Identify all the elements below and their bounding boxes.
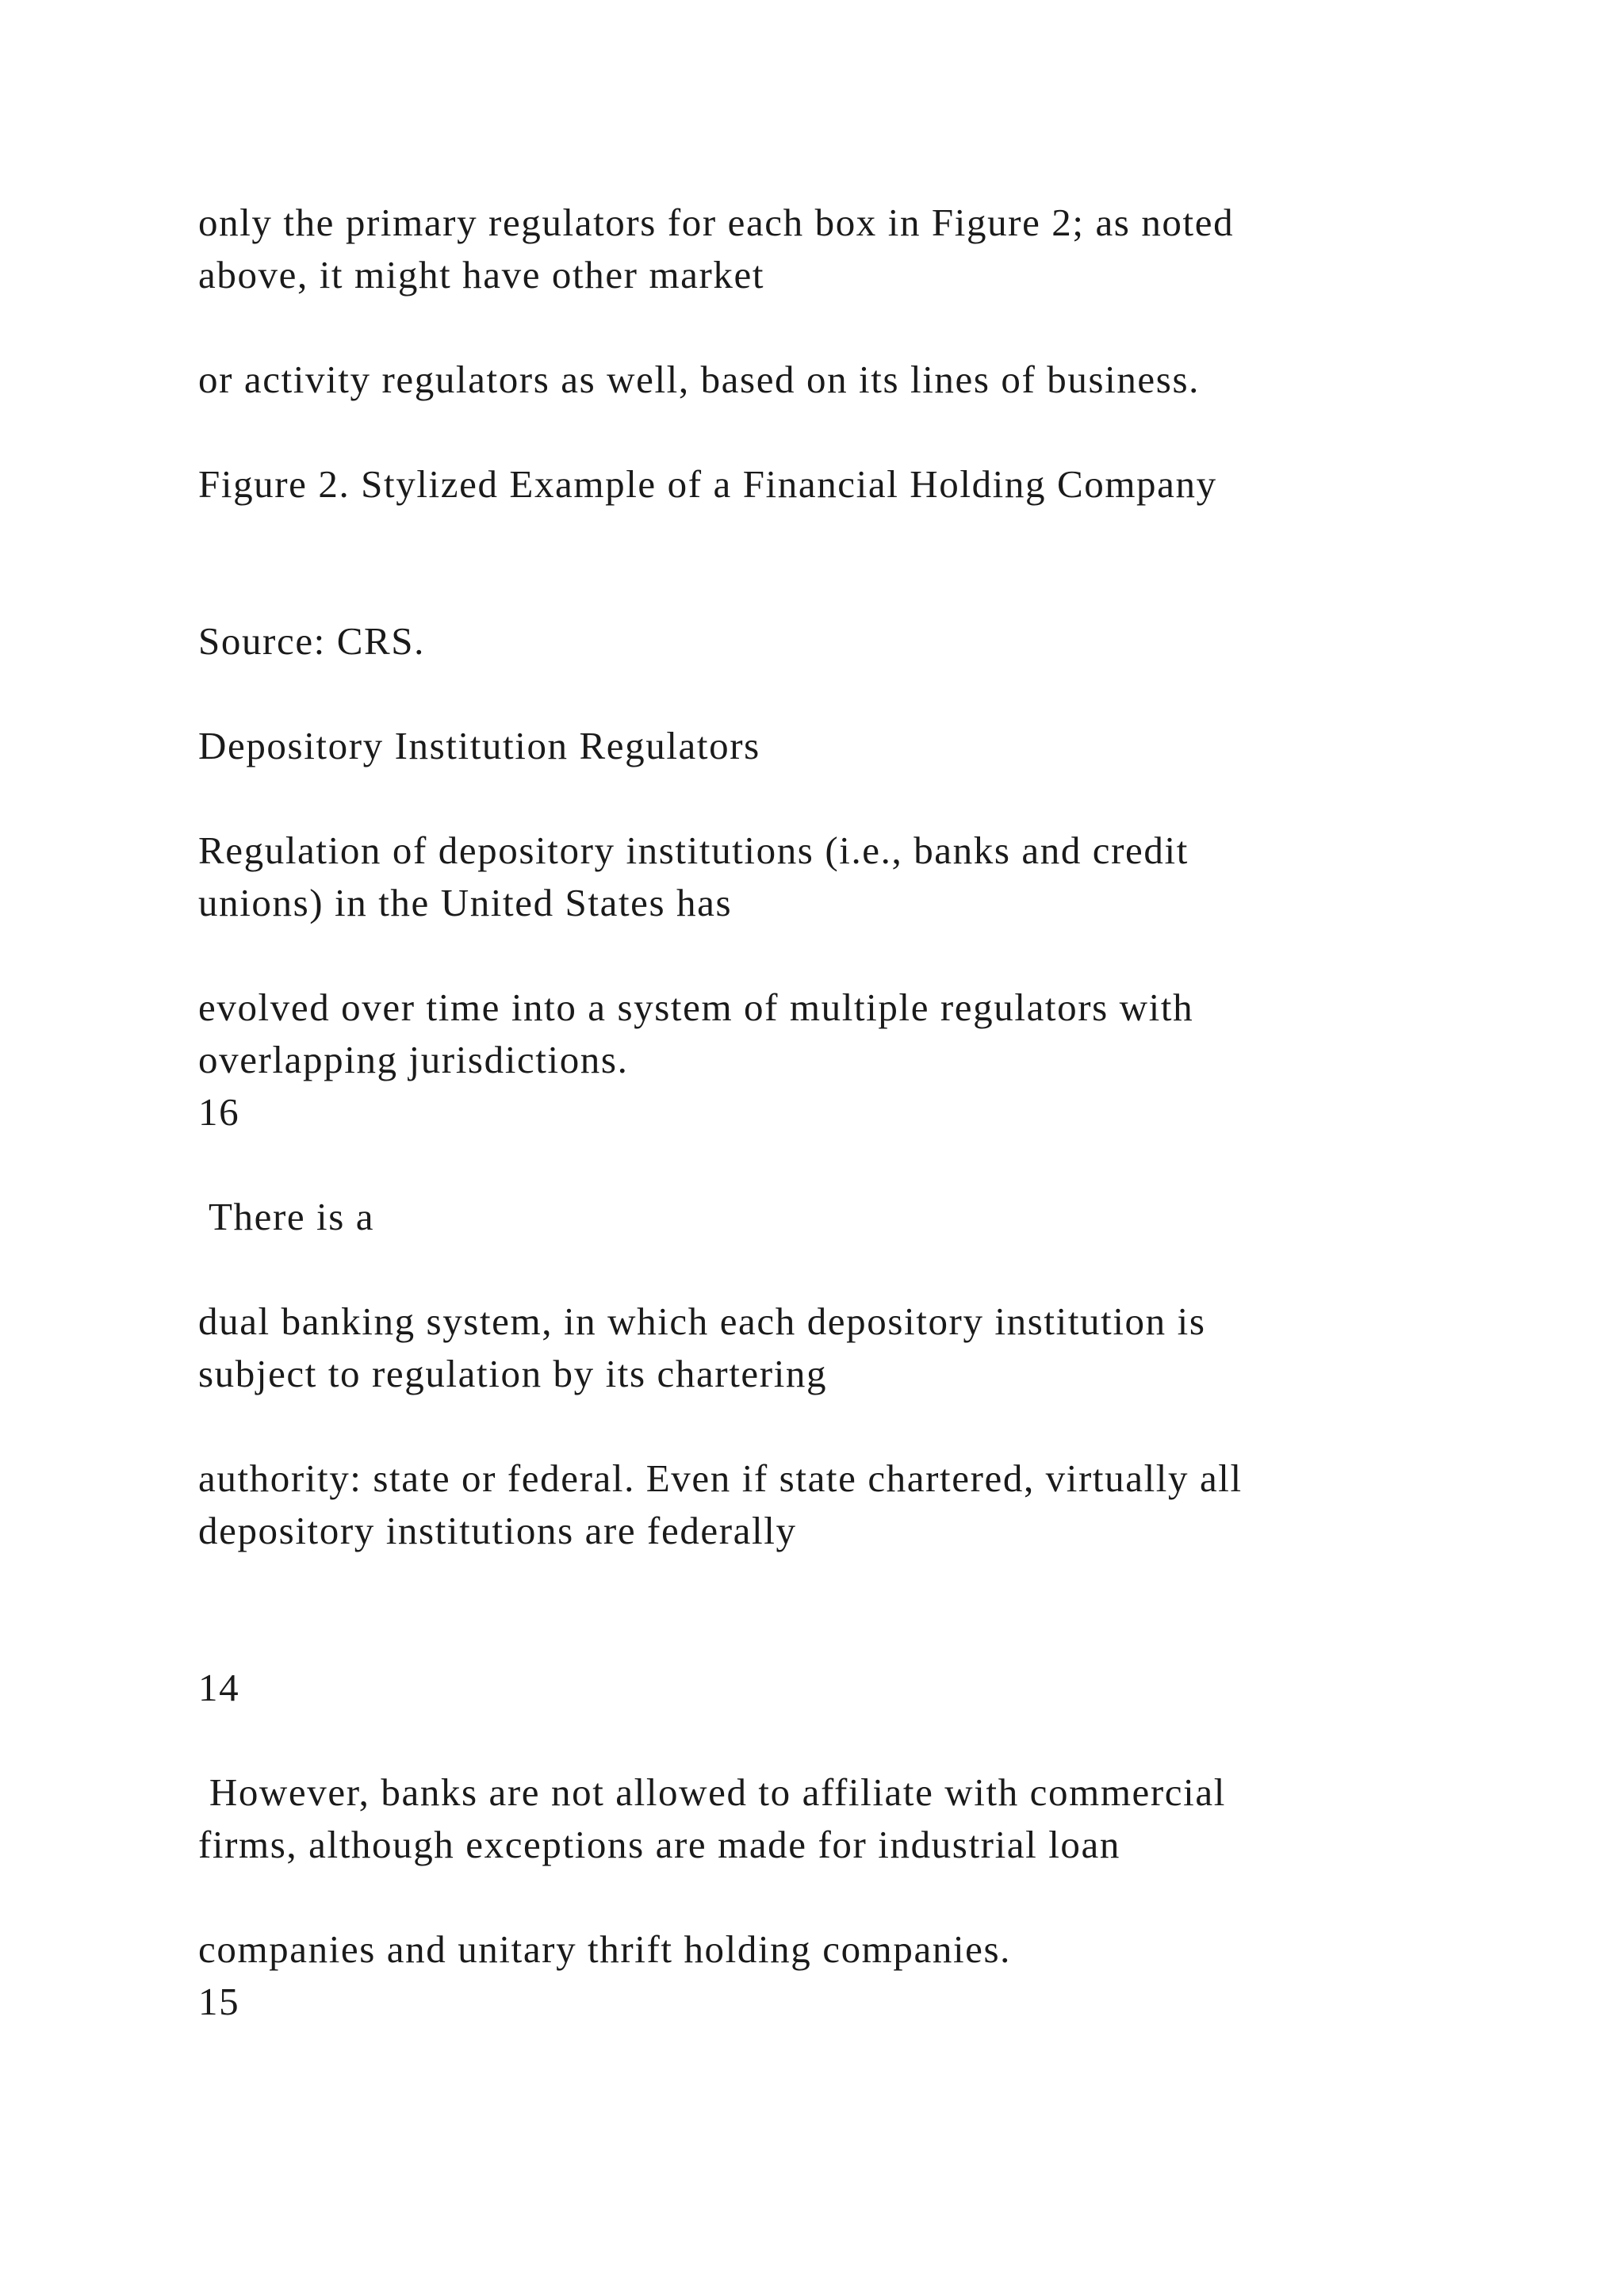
text-line: authority: state or federal. Even if state chartered, virtually all <box>198 1456 1243 1500</box>
text-line: depository institutions are federally <box>198 1509 797 1552</box>
text-line: unions) in the United States has <box>198 881 733 924</box>
figure-caption: Figure 2. Stylized Example of a Financial Holding Company <box>198 462 1217 506</box>
footnote-marker: 15 <box>198 1980 240 2023</box>
footnote-marker: 16 <box>198 1090 240 1134</box>
source-note: Source: CRS. <box>198 619 425 663</box>
text-line: overlapping jurisdictions. <box>198 1038 629 1081</box>
text-line: subject to regulation by its chartering <box>198 1352 828 1395</box>
text-line: evolved over time into a system of multiple regulators with <box>198 985 1194 1029</box>
text-line: dual banking system, in which each depository institution is <box>198 1299 1206 1343</box>
section-heading: Depository Institution Regulators <box>198 724 760 767</box>
text-line: above, it might have other market <box>198 253 765 297</box>
text-line: only the primary regulators for each box in Figure 2; as noted <box>198 201 1235 244</box>
text-line: Regulation of depository institutions (i.e., banks and credit <box>198 828 1189 872</box>
text-line: companies and unitary thrift holding companies. <box>198 1927 1012 1971</box>
text-line: However, banks are not allowed to affiliate with commercial <box>198 1770 1226 1814</box>
text-line: There is a <box>198 1195 375 1238</box>
text-line: firms, although exceptions are made for industrial loan <box>198 1823 1120 1866</box>
text-line: or activity regulators as well, based on its lines of business. <box>198 358 1200 401</box>
footnote-marker: 14 <box>198 1666 240 1709</box>
